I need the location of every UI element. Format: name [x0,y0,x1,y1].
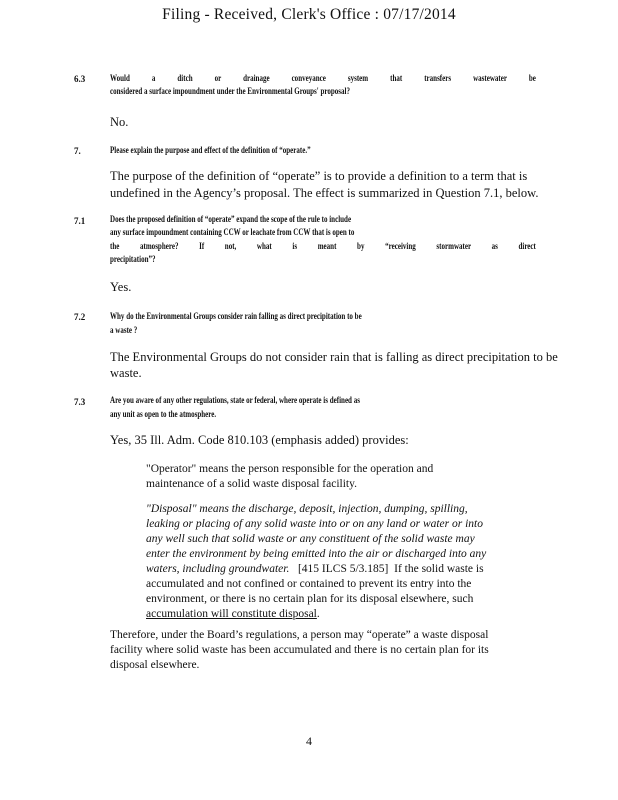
disposal-line-1: "Disposal" means the discharge, deposit, injection, dumping, spilling, [146,503,468,515]
question-7-3-line-1: Are you aware of any other regulations, state or federal, where operate is defined as [110,395,360,405]
question-7-1-line-1: Does the proposed definition of “operate” expand the scope of the rule to include [110,214,352,224]
disposal-line-5-citation: [415 ILCS 5/3.185] If the solid waste is [289,563,484,575]
operator-definition [146,462,526,492]
answer-7-line-1: The purpose of the definition of “operate” is to provide a definition to a term that is [110,169,528,183]
conclusion-line-2: facility where solid waste has been accumulated and there is no certain plan for its [110,644,489,656]
answer-6-3: No. [110,115,129,129]
disposal-line-8-underlined: accumulation will constitute disposal [146,608,317,620]
disposal-line-8 [146,607,566,622]
disposal-line-8-period: . [316,608,320,620]
operator-line-2: maintenance of a solid waste disposal facility. [146,478,357,490]
disposal-line-5-italic: waters, including groundwater. [146,563,290,575]
operator-line-1: "Operator" means the person responsible for the operation and [146,463,434,475]
answer-7-2-line-2: waste. [110,366,142,380]
answer-7-1: Yes. [110,280,132,294]
conclusion-line-3: disposal elsewhere. [110,659,200,671]
disposal-line-3: any well such that solid waste or any constituent of the solid waste may [146,533,475,545]
question-7-2-line-1: Why do the Environmental Groups consider rain falling as direct precipitation to be [110,311,362,321]
disposal-line-2: leaking or placing of any solid waste into or on any land or water or into [146,518,484,530]
answer-7-line-2: undefined in the Agency’s proposal. The effect is summarized in Question 7.1, below. [110,186,539,200]
question-number-6-3: 6.3 [74,74,86,84]
disposal-line-4: enter the environment by being emitted into the air or discharged into any [146,548,487,560]
question-6-3-line-2: considered a surface impoundment under the Environmental Groups' proposal? [110,86,351,96]
question-7-text: Please explain the purpose and effect of the definition of “operate.” [110,145,311,155]
disposal-line-5 [146,562,566,577]
conclusion-paragraph [110,628,580,673]
question-7-1-line-2: any surface impoundment containing CCW or leachate from CCW that is open to [110,227,355,237]
conclusion-line-1: Therefore, under the Board’s regulations, a person may “operate” a waste disposal [110,629,489,641]
disposal-line-6: accumulated and not confined or contained to prevent its entry into the [146,578,472,590]
question-number-7-2: 7.2 [74,312,86,322]
answer-7-3: Yes, 35 Ill. Adm. Code 810.103 (emphasis added) provides: [110,433,409,447]
question-7-3-line-2: any unit as open to the atmosphere. [110,409,217,419]
page-number: 4 [306,734,312,748]
question-7-1-line-3: the atmosphere? If not, what is meant by “receiving stormwater as direct [110,241,536,251]
disposal-line-7: environment, or there is no certain plan for its disposal elsewhere, such [146,593,474,605]
question-number-7: 7. [74,146,81,156]
question-7-1-line-4: precipitation”? [110,254,156,264]
question-7-2-line-2: a waste ? [110,325,138,335]
question-number-7-3: 7.3 [74,397,86,407]
disposal-definition [146,502,566,622]
question-6-3-line-1: Would a ditch or drainage conveyance system that transfers wastewater be [110,73,536,83]
question-number-7-1: 7.1 [74,216,86,226]
answer-7-2-line-1: The Environmental Groups do not consider rain that is falling as direct precipitation to be [110,350,558,364]
filing-header: Filing - Received, Clerk's Office : 07/17/2014 [162,6,456,23]
